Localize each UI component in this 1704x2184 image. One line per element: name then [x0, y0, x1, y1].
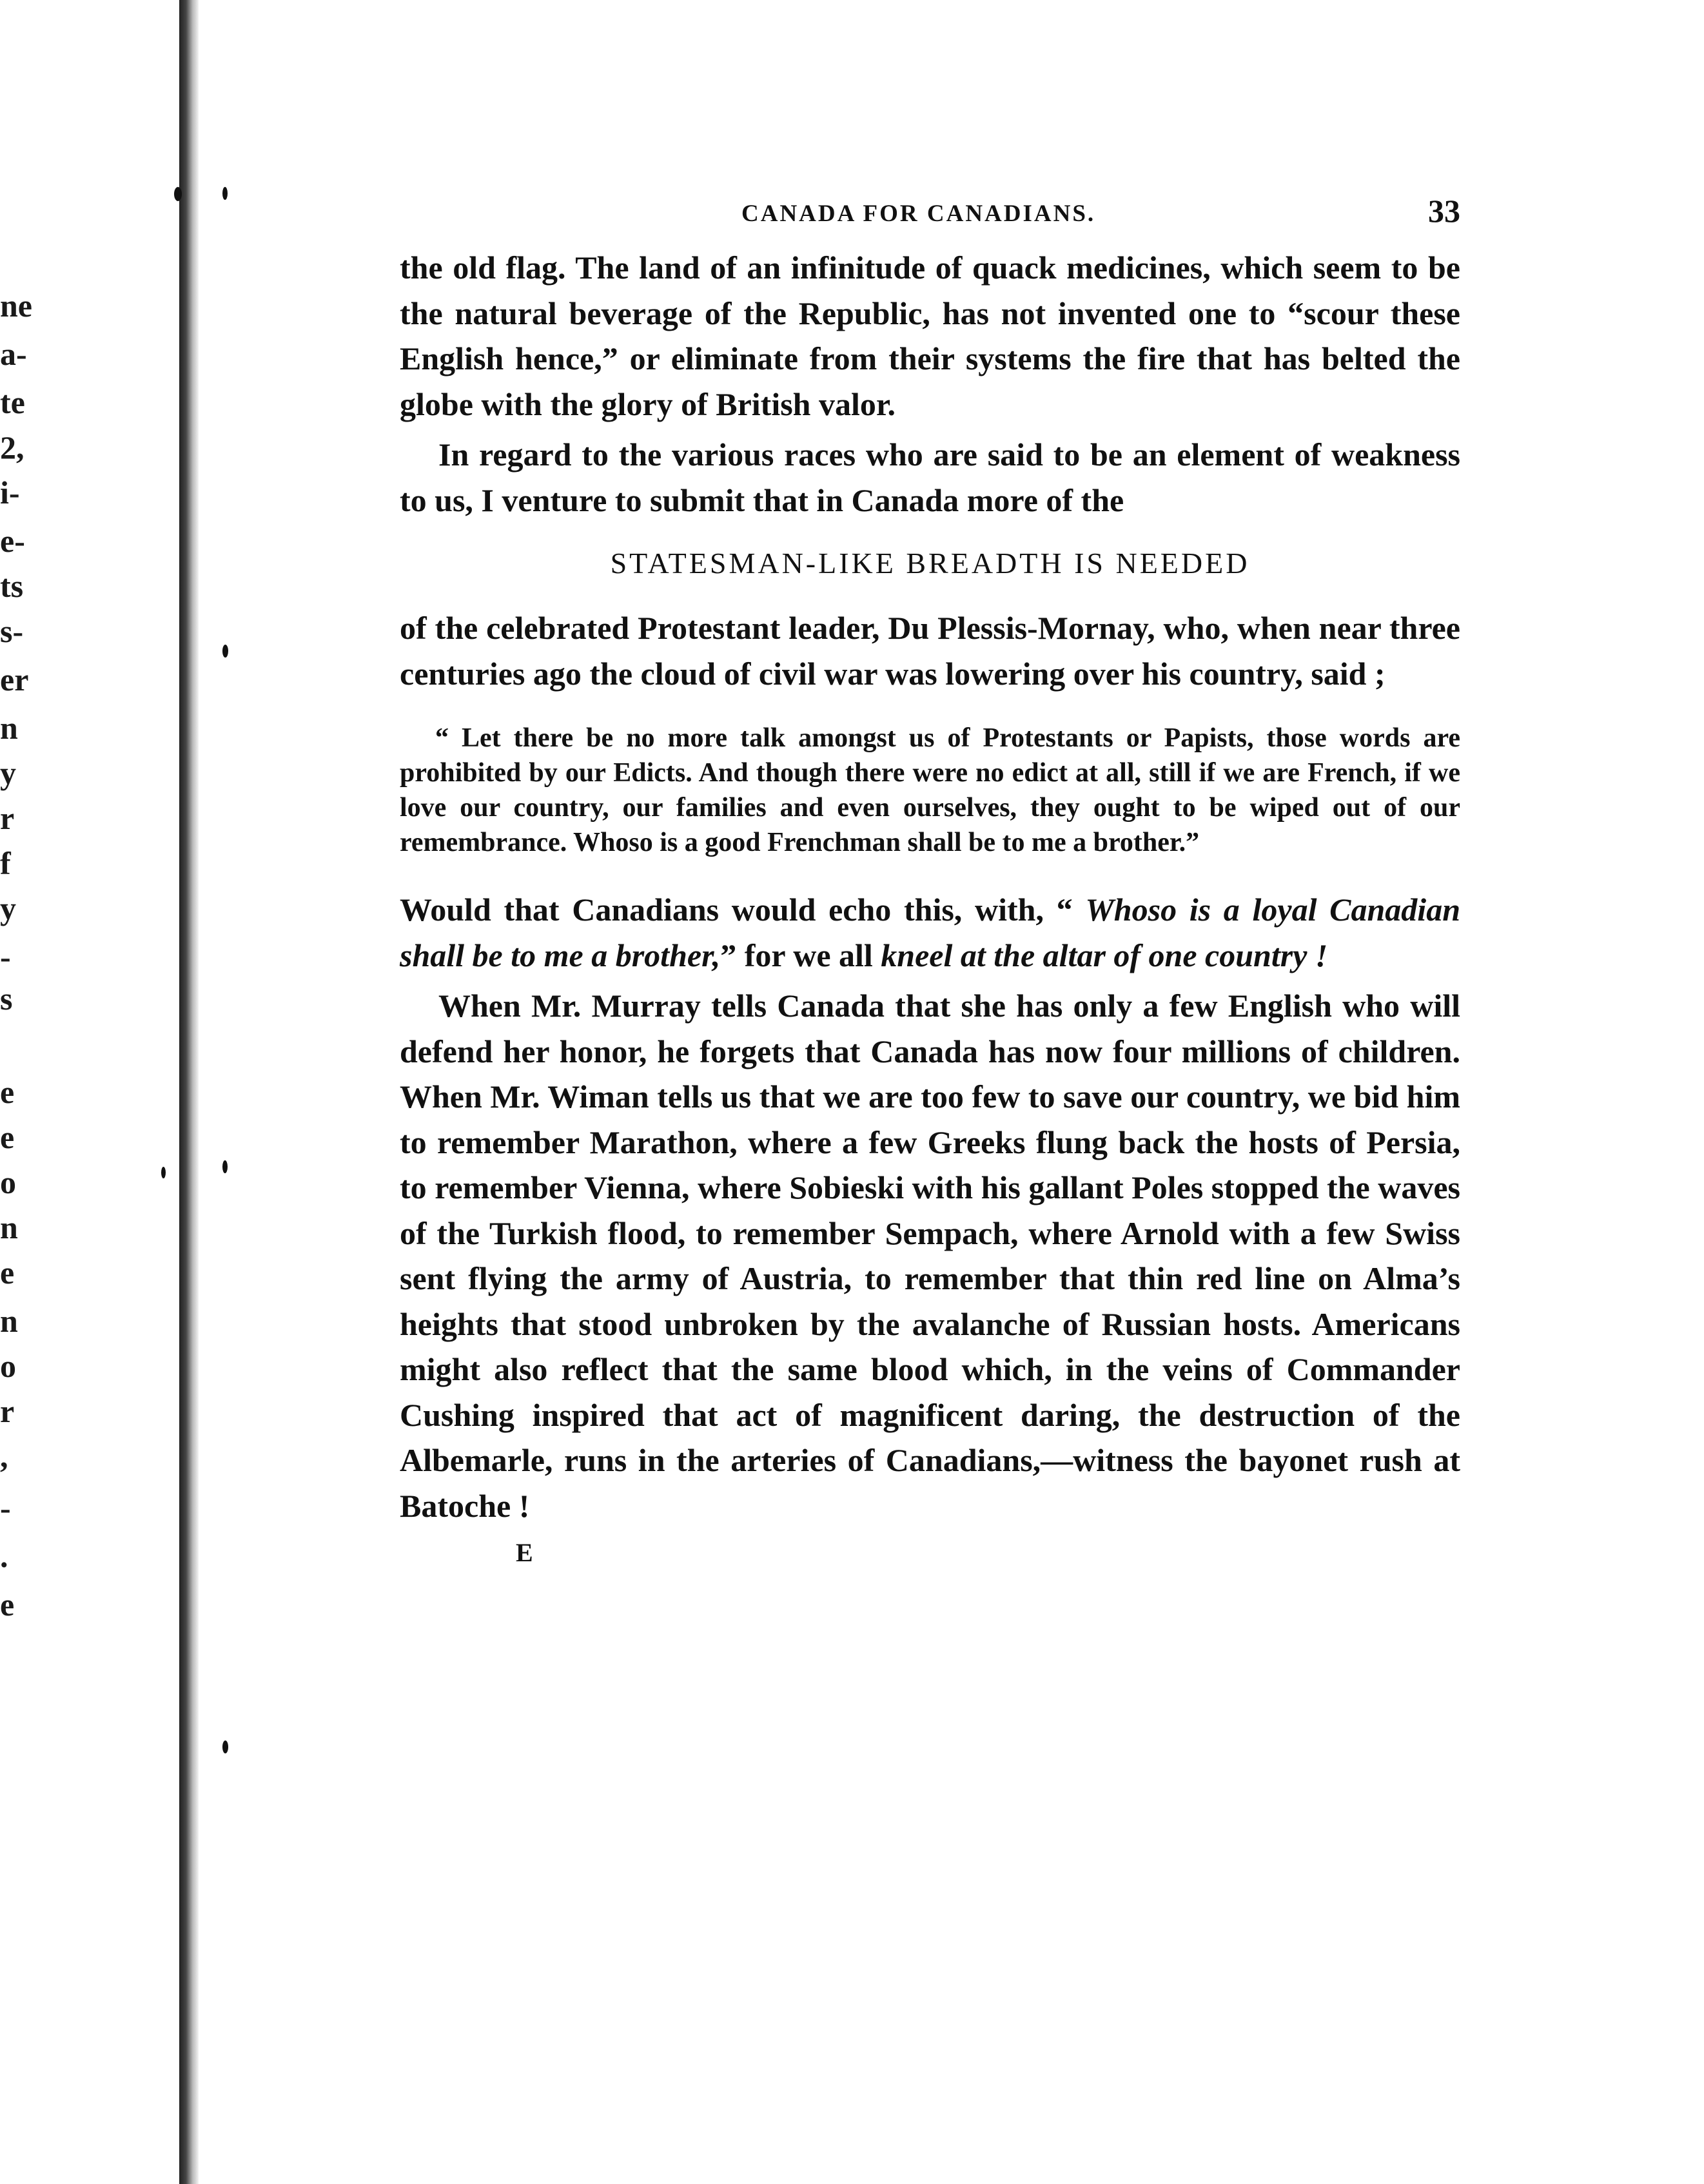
facing-page-fragment: n: [0, 1209, 18, 1245]
facing-page-fragment: i-: [0, 474, 20, 511]
facing-page-fragment: e: [0, 1119, 15, 1155]
book-page: [400, 187, 1460, 1568]
scan-speck: [174, 187, 182, 201]
facing-page-fragment: e: [0, 1254, 15, 1291]
facing-page-fragment: te: [0, 384, 25, 420]
facing-page-fragment: y: [0, 755, 16, 791]
facing-page-fragment: r: [0, 1393, 15, 1429]
paragraph-4-italic-1: Whoso is a loyal Canadian shall be to me a brother,: [400, 892, 1461, 973]
facing-page-fragment: o: [0, 1348, 16, 1384]
facing-page-fragment: ts: [0, 568, 24, 604]
facing-page-fragment: e-: [0, 523, 25, 559]
book-spine: [179, 0, 199, 2184]
facing-page-fragment: er: [0, 661, 29, 697]
scan-speck: [222, 1740, 228, 1753]
facing-page-fragment: n: [0, 1303, 18, 1339]
facing-page-fragment: ne: [0, 288, 32, 324]
paragraph-4-text-b: ” for we all: [720, 937, 881, 973]
scan-speck: [222, 1160, 228, 1173]
facing-page-fragment: -: [0, 1490, 11, 1526]
facing-page-fragment: a-: [0, 336, 27, 372]
block-quote: [400, 721, 1460, 860]
running-header: [400, 187, 1460, 245]
quote-text: “ Let there be no more talk amongst us of Protestants or Papists, those words are prohibited by our Edicts. And though there were no edict at all, still if we are French, if we love our country, our families and even ourselves, they ought to be wiped out of our remembrance. Whoso is a good Frenchman shall be to me a brother.”: [400, 723, 1460, 857]
signature-mark: E: [516, 1538, 533, 1567]
facing-page-fragment: e: [0, 1586, 15, 1623]
page-number: 33: [1428, 193, 1460, 229]
scan-speck: [222, 187, 228, 200]
facing-page-fragment: n: [0, 710, 18, 746]
paragraph-4: [400, 887, 1460, 978]
paragraph-4-italic-2: kneel at the altar of one country !: [881, 937, 1328, 973]
facing-page-fragment: ,: [0, 1438, 8, 1474]
paragraph-3: of the celebrated Protestant leader, Du Plessis-Mornay, who, when near three centuries ago the cloud of civil war was lowering over his country, said ;: [400, 610, 1460, 692]
paragraph-5: When Mr. Murray tells Canada that she has only a few English who will defend her honor, he forgets that Canada has now four millions of children. When Mr. Wiman tells us that we are too few to save our country, we bid him to remember Marathon, where a few Greeks flung back the hosts of Persia, to remember Vienna, where Sobieski with his gallant Poles stopped the waves of the Turkish flood, to remember Sempach, where Arnold with a few Swiss sent flying the army of Austria, to remember that thin red line on Alma’s heights that stood unbroken by the avalanche of Russian hosts. Americans might also reflect that the same blood which, in the veins of Commander Cushing inspired that act of magnificent daring, the destruction of the Albemarle, runs in the arteries of Canadians,—witness the bayonet rush at Batoche !: [400, 988, 1460, 1524]
facing-page-fragment: -: [0, 939, 11, 975]
facing-page-fragment: o: [0, 1164, 16, 1200]
paragraph-1: the old flag. The land of an infinitude of quack medicines, which seem to be the natural beverage of the Republic, has not invented one to “scour these English hence,” or eliminate from their systems the fire that has belted the globe with the glory of British valor.: [400, 249, 1460, 422]
facing-page-fragment: s-: [0, 613, 24, 649]
section-subheading: STATESMAN-LIKE BREADTH IS NEEDED: [610, 547, 1250, 580]
facing-page-fragment: 2,: [0, 429, 24, 465]
scan-speck: [222, 645, 228, 658]
facing-page-fragment: e: [0, 1074, 15, 1110]
facing-page-fragment: f: [0, 845, 11, 881]
running-title: CANADA FOR CANADIANS.: [741, 200, 1096, 227]
facing-page-fragment: s: [0, 980, 13, 1017]
paragraph-4-text-a: Would that Canadians would echo this, with, “: [400, 892, 1086, 928]
scan-speck: [161, 1167, 166, 1178]
facing-page-fragment: .: [0, 1538, 8, 1574]
facing-page-fragment: y: [0, 890, 16, 926]
paragraph-2: In regard to the various races who are said to be an element of weakness to us, I venture to submit that in Canada more of the: [400, 436, 1460, 518]
facing-page-fragment: r: [0, 800, 15, 836]
